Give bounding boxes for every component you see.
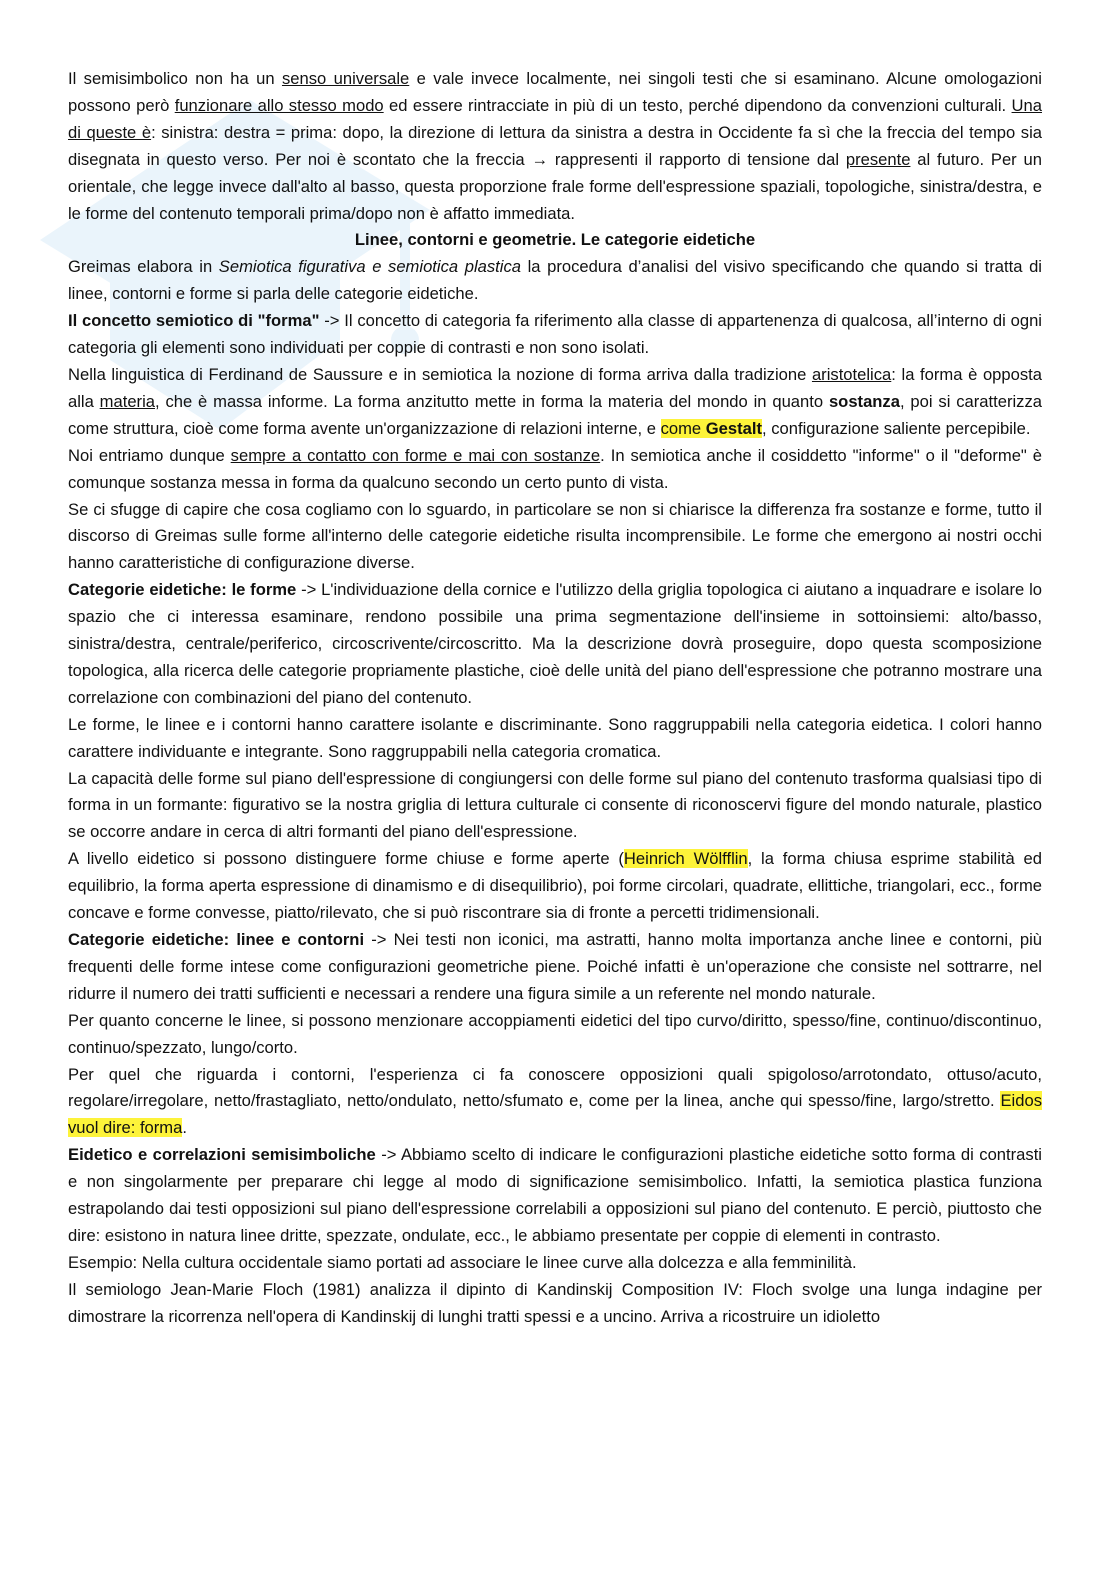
- highlighted-text: come: [660, 418, 706, 438]
- paragraph-saussure: Nella linguistica di Ferdinand de Saussure e in semiotica la nozione di forma arriva dalla tradizione aristotelica: la forma è opposta alla materia, che è massa informe. La forma anzitutto mette in forma la materia del mondo in quanto sostanza, poi si caratterizza come struttura, cioè come forma avente un'organizzazione di relazioni interne, e come Gestalt, configurazione saliente percepibile.: [68, 364, 1042, 438]
- paragraph-wolfflin: A livello eidetico si possono distinguere forme chiuse e forme aperte (Heinrich Wölfflin, la forma chiusa esprime stabilità ed equilibrio, la forma aperta espressione di dinamismo e di disequilibrio), poi forme circolari, quadrate, ellittiche, triangolari, ecc., forme concave e forme convesse, piatto/rilevato, che si può riscontrare sia di fronte a percetti tridimensionali.: [68, 849, 1042, 923]
- paragraph-semisimboliche: Eidetico e correlazioni semisimboliche -> Abbiamo scelto di indicare le configurazioni plastiche eidetiche sotto forma di contrasti e non singolarmente per preparare chi legge al modo di significazione semisimbolico. Infatti, la semiotica plastica funziona estrapolando dai testi opposizioni sul piano dell'espressione correlabili a opposizioni sul piano del contenuto. E perciò, piuttosto che dire: esistono in natura linee dritte, spezzate, ondulate, ecc., le abbiamo presentate per coppie di elementi in contrasto.: [68, 1145, 1042, 1245]
- section-heading: Linee, contorni e geometrie. Le categorie eidetiche: [354, 230, 756, 250]
- paragraph-concetto-forma: Il concetto semiotico di "forma" -> Il concetto di categoria fa riferimento alla classe di appartenenza di qualcosa, all’interno di ogni categoria gli elementi sono individuati per coppie di contrasti e non sono isolati.: [68, 311, 1042, 358]
- paragraph-sguardo: Se ci sfugge di capire che cosa cogliamo con lo sguardo, in particolare se non si chiarisce la differenza fra sostanze e forme, tutto il discorso di Greimas sulle forme all'interno delle categorie eidetiche risulta incomprensibile. Le forme che emergono ai nostri occhi hanno caratteristiche di configurazione diverse.: [68, 499, 1042, 573]
- paragraph-floch: Il semiologo Jean-Marie Floch (1981) analizza il dipinto di Kandinskij Composition IV: Floch svolge una lunga indagine per dimostrare la ricorrenza nell'opera di Kandinskij di lunghi tratti spessi e a uncino. Arriva a ricostruire un idioletto: [68, 1279, 1042, 1326]
- bold-term: Categorie eidetiche: linee e contorni: [68, 930, 365, 949]
- bold-term: Eidetico e correlazioni semisimboliche: [68, 1145, 376, 1165]
- underlined-text: Una di queste è: [68, 95, 1042, 142]
- paragraph-categorie-forme: Categorie eidetiche: le forme -> L'individuazione della cornice e l'utilizzo della griglia topologica ci aiutano a inquadrare e isolare lo spazio che ci interessa esaminare, rendono possibile una prima segmentazione dell'insieme in sottoinsiemi: alto/basso, sinistra/destra, centrale/periferico, circoscrivente/circoscritto. Ma la descrizione dovrà proseguire, dopo questa scomposizione topologica, alla ricerca delle categorie propriamente plastiche, cioè delle unità del piano dell'espressione che potranno mostrare una correlazione con combinazioni del piano del contenuto.: [68, 580, 1042, 707]
- underlined-text: aristotelica: [811, 364, 892, 384]
- paragraph-esempio: Esempio: Nella cultura occidentale siamo portati ad associare le linee curve alla dolcezza e alla femminilità.: [68, 1252, 857, 1272]
- paragraph-forme-sostanze: Noi entriamo dunque sempre a contatto con forme e mai con sostanze. In semiotica anche il cosiddetto "informe" o il "deforme" è comunque sostanza messa in forma da qualcuno secondo un certo punto di vista.: [68, 445, 1042, 492]
- underlined-text: senso universale: [281, 69, 410, 88]
- highlighted-text: Eidos vuol dire: forma: [68, 1091, 1042, 1138]
- paragraph-formante: La capacità delle forme sul piano dell'espressione di congiungersi con delle forme sul piano del contenuto trasforma qualsiasi tipo di forma in un formante: figurativo se la nostra griglia di lettura culturale ci consente di riconoscervi figure del mondo naturale, plastico se occorre andare in cerca di altri formanti del piano dell'espressione.: [68, 768, 1042, 842]
- paragraph-linee: Per quanto concerne le linee, si possono menzionare accoppiamenti eidetici del tipo curvo/diritto, spesso/fine, continuo/discontinuo, continuo/spezzato, lungo/corto.: [68, 1010, 1042, 1057]
- underlined-text: materia: [99, 391, 156, 411]
- document-page: [68, 0, 1042, 1331]
- book-title: Semiotica figurativa e semiotica plastica: [218, 257, 521, 277]
- paragraph-linee-contorni: Categorie eidetiche: linee e contorni -> Nei testi non iconici, ma astratti, hanno molta importanza anche linee e contorni, più frequenti delle forme intese come configurazioni geometriche piene. Poiché infatti è un'operazione che consiste nel sottrarre, nel ridurre il numero dei tratti sufficienti e necessari a rendere una figura simile a un referente nel mondo naturale.: [68, 930, 1042, 1003]
- bold-term: sostanza: [828, 391, 900, 411]
- paragraph-contorni: Per quel che riguarda i contorni, l'esperienza ci fa conoscere opposizioni quali spigoloso/arrotondato, ottuso/acuto, regolare/irregolare, netto/frastagliato, netto/ondulato, netto/sfumato e, come per la linea, anche qui spesso/fine, largo/stretto. Eidos vuol dire: forma.: [68, 1064, 1042, 1138]
- underlined-text: funzionare allo stesso modo: [174, 95, 384, 115]
- highlighted-text: Heinrich Wölfflin: [623, 849, 748, 869]
- bold-term: Categorie eidetiche: le forme: [68, 580, 297, 600]
- paragraph-semisimbolico: Il semisimbolico non ha un senso universale e vale invece localmente, nei singoli testi che si esaminano. Alcune omologazioni possono però funzionare allo stesso modo ed essere rintracciate in più di un testo, perché dipendono da convenzioni culturali. Una di queste è: sinistra: destra = prima: dopo, la direzione di lettura da sinistra a destra in Occidente fa sì che la freccia del tempo sia disegnata in questo verso. Per noi è scontato che la freccia → rappresenti il rapporto di tensione dal presente al futuro. Per un orientale, che legge invece dall'alto al basso, questa proporzione frale forme dell'espressione spaziali, topologiche, sinistra/destra, e le forme del contenuto temporali prima/dopo non è affatto immediata.: [68, 69, 1042, 223]
- paragraph-greimas: Greimas elabora in Semiotica figurativa e semiotica plastica la procedura d’analisi del visivo specificando che quando si tratta di linee, contorni e forme si parla delle categorie eidetiche.: [68, 257, 1042, 304]
- bold-term: Il concetto semiotico di "forma": [68, 311, 320, 331]
- highlighted-bold-term: Gestalt: [705, 418, 763, 438]
- underlined-text: presente: [845, 149, 911, 169]
- paragraph-linee-colori: Le forme, le linee e i contorni hanno carattere isolante e discriminante. Sono raggruppabili nella categoria eidetica. I colori hanno carattere individuante e integrante. Sono raggruppabili nella categoria cromatica.: [68, 714, 1042, 761]
- underlined-text: sempre a contatto con forme e mai con sostanze: [230, 445, 601, 465]
